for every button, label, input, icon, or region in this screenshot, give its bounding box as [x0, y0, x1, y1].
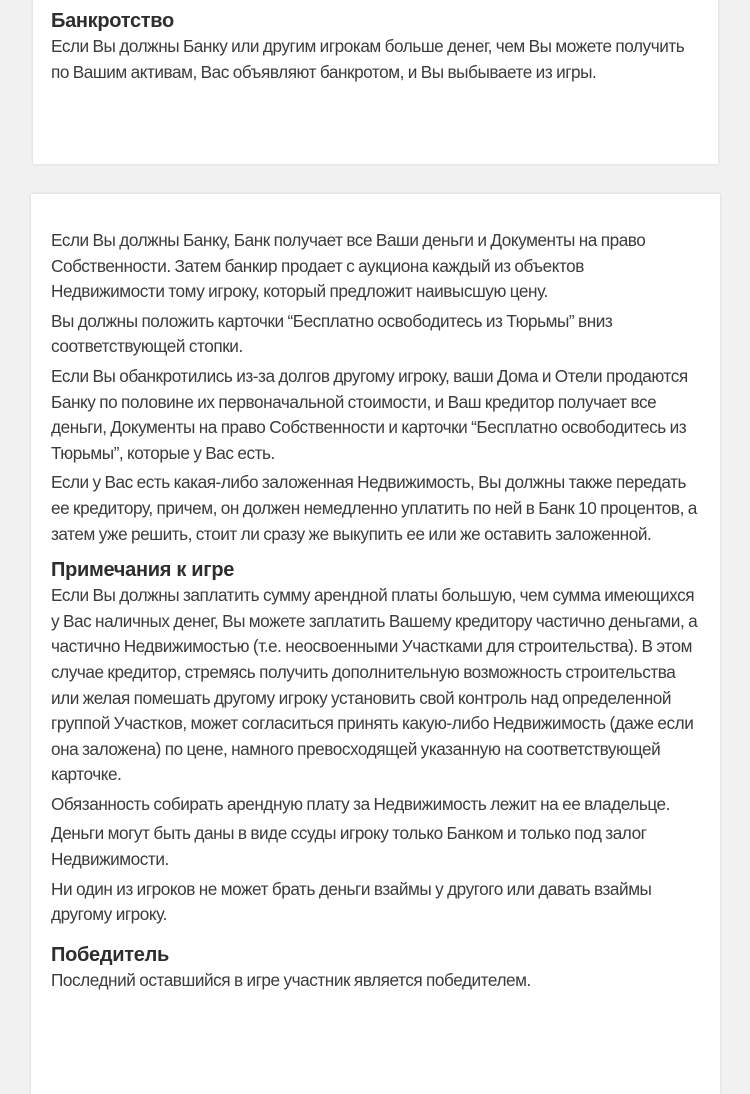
notes-heading: Примечания к игре	[51, 559, 235, 582]
details-paragraph-3: Если Вы обанкротились из-за долгов другому игроку, ваши Дома и Отели продаются Банку по половине их первоначальной стоимости, и Ваш кредитор получает все деньги, Документы на право Собственности и карточки “Бесплатно освободитесь из Тюрьмы”, которые у Вас есть.	[51, 365, 688, 463]
winner-text: Последний оставшийся в игре участник является победителем.	[51, 969, 531, 990]
details-paragraph-4: Если у Вас есть какая-либо заложенная Недвижимость, Вы должны также передать ее кредитору, причем, он должен немедленно уплатить по ней в Банк 10 процентов, а затем уже решить, стоит ли сразу же выкупить ее или же оставить заложенной.	[51, 472, 697, 544]
details-paragraph-1: Если Вы должны Банку, Банк получает все Ваши деньги и Документы на право Собственности. Затем банкир продает с аукциона каждый из объектов Недвижимости тому игроку, который предложит наивысшую цену.	[51, 230, 646, 302]
rules-card	[31, 194, 720, 1094]
bankruptcy-card	[33, 0, 718, 164]
details-paragraph-2: Вы должны положить карточки “Бесплатно освободитесь из Тюрьмы” вниз соответствующей стопки.	[51, 310, 613, 357]
notes-paragraph-3: Деньги могут быть даны в виде ссуды игроку только Банком и только под залог Недвижимости.	[51, 823, 647, 870]
bankruptcy-text: Если Вы должны Банку или другим игрокам больше денег, чем Вы можете получить по Вашим активам, Вас объявляют банкротом, и Вы выбываете из игры.	[51, 36, 685, 82]
winner-heading: Победитель	[51, 943, 169, 966]
notes-paragraph-2: Обязанность собирать арендную плату за Недвижимость лежит на ее владельце.	[51, 793, 670, 814]
notes-paragraph-1: Если Вы должны заплатить сумму арендной платы большую, чем сумма имеющихся у Вас наличных денег, Вы можете заплатить Вашему кредитору частично деньгами, а частично Недвижимостью (т.е. неосвоенными Участками для строительства). В этом случае кредитор, стремясь получить дополнительную возможность строительства или желая помешать другому игроку установить свой контроль над определенной группой Участков, может согласиться принять какую-либо Недвижимость (даже если она заложена) по цене, намного превосходящей указанную на соответствующей карточке.	[51, 585, 698, 785]
bankruptcy-heading: Банкротство	[51, 10, 174, 32]
notes-paragraph-4: Ни один из игроков не может брать деньги взаймы у другого или давать взаймы другому игроку.	[51, 878, 652, 925]
